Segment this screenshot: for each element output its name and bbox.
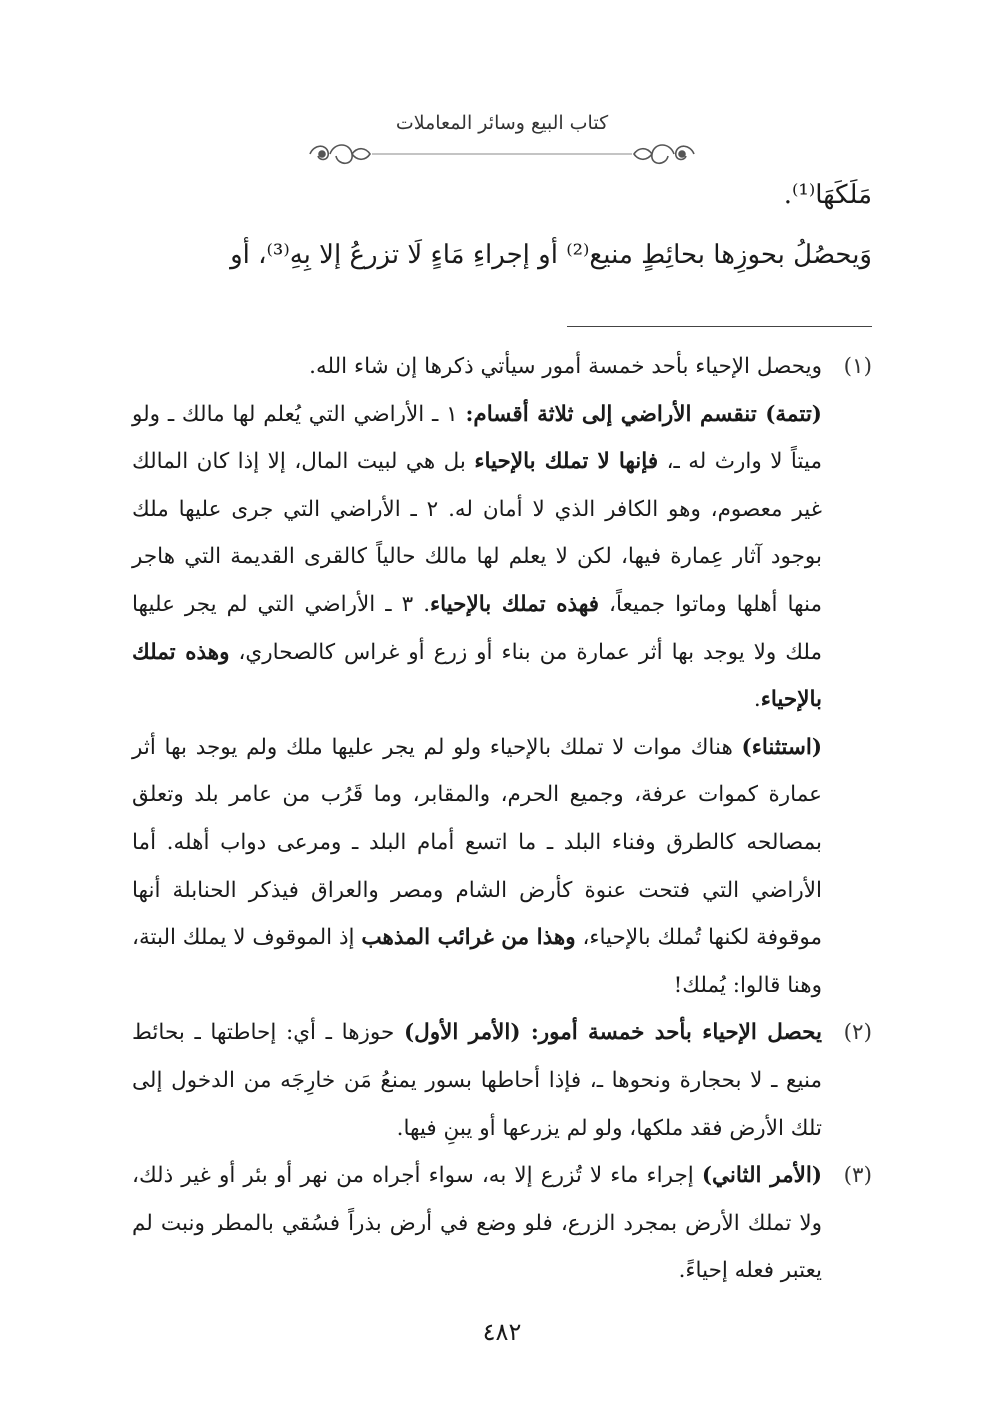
bold-text: فهذه تملك بالإحياء xyxy=(430,591,599,617)
footnote-paragraph xyxy=(132,724,822,1010)
text-segment: إذ الموقوف لا يملك البتة، وهنا قالوا: يُملك! xyxy=(132,925,822,998)
text-segment: إجراء ماء لا تُزرع إلا به، سواء أجراه من نهر أو بئر أو غير ذلك، ولا تملك الأرض بمجرد الزرع، فلو وضع في أرض بذراً فسُقي بالمطر ونبت لم يعتبر فعله إحياءً. xyxy=(132,1163,822,1284)
main-text-line-1: مَلَكَهَا⁽¹⁾. xyxy=(783,180,872,210)
bold-text: (الأمر الثاني) xyxy=(701,1163,822,1189)
header-ornament-icon xyxy=(300,136,704,172)
text-segment: بل هي لبيت المال، إلا إذا كان المالك غير معصوم، وهو الكافر الذي لا أمان له. ٢ ـ الأراضي التي جرى عليها ملك بوجود آثار عِمارة فيها، لكن لا يعلم لها مالك حالياً كالقرى القديمة التي هاجر منها أهلها وماتوا جميعاً، xyxy=(132,449,823,617)
text-segment: حوزها ـ أي: إحاطتها ـ بحائط منيع ـ لا بحجارة ونحوها ـ، فإذا أحاطها بسور يمنعُ مَن خارِجَه من الدخول إلى تلك الأرض فقد ملكها، ولو لم يزرعها أو يبنِ فيها. xyxy=(132,1020,822,1141)
bold-text: فإنها لا تملك بالإحياء xyxy=(474,449,659,475)
bold-text: وهذا من غرائب المذهب xyxy=(361,925,576,951)
text-segment: . xyxy=(753,687,761,713)
page-number: ٤٨٢ xyxy=(482,1318,522,1346)
text-segment: ويحصل الإحياء بأحد خمسة أمور سيأتي ذكرها إن شاء الله. xyxy=(309,354,822,379)
running-header xyxy=(300,112,704,172)
header-title: كتاب البيع وسائر المعاملات xyxy=(395,112,609,134)
bold-text: (استثناء) xyxy=(741,734,822,760)
main-text-line-2: وَيحصُلُ بحوزِها بحائِطٍ منيع⁽²⁾ أو إجراءِ مَاءٍ لَا تزرعُ إلا بِهِ⁽³⁾، أو xyxy=(230,240,872,270)
footnote-paragraph xyxy=(132,1009,822,1152)
bold-text: وهذه تملك بالإحياء xyxy=(132,639,822,713)
footnote-2 xyxy=(132,1009,872,1152)
footnote-number: (١) xyxy=(843,354,872,379)
footnote-paragraph xyxy=(132,1152,822,1295)
footnote-separator xyxy=(567,326,872,327)
footnote-number: (٢) xyxy=(843,1020,872,1046)
footnote-number: (٣) xyxy=(843,1163,872,1189)
footnote-1 xyxy=(132,343,872,1009)
text-segment: هناك موات لا تملك بالإحياء ولو لم يجر عليها ملك ولم يوجد بها أثر عمارة كموات عرفة، وجميع الحرم، والمقابر، وما قَرُب من عامر بلد وتعلق بمصالحه كالطرق وفناء البلد ـ ما اتسع أمام البلد ـ ومرعى دواب أهله. أما الأراضي التي فتحت عنوة كأرض الشام ومصر والعراق فيذكر الحنابلة أنها موقوفة لكنها تُملك بالإحياء، xyxy=(132,734,822,951)
footnote-3 xyxy=(132,1152,872,1295)
bold-text: (تتمة) تنقسم الأراضي إلى ثلاثة أقسام: xyxy=(465,401,822,427)
bold-text: يحصل الإحياء بأحد خمسة أمور: (الأمر الأول) xyxy=(403,1020,822,1046)
footnote-paragraph xyxy=(132,391,822,724)
text-segment: ١ ـ الأراضي التي يُعلم لها مالك ـ ولو ميتاً لا وارث له ـ، xyxy=(132,401,822,475)
footnotes xyxy=(132,343,872,1295)
footnote-paragraph xyxy=(132,343,822,391)
text-segment: . ٣ ـ الأراضي التي لم يجر عليها ملك ولا يوجد بها أثر عمارة من بناء أو زرع أو غراس كالصحاري، xyxy=(132,591,822,665)
